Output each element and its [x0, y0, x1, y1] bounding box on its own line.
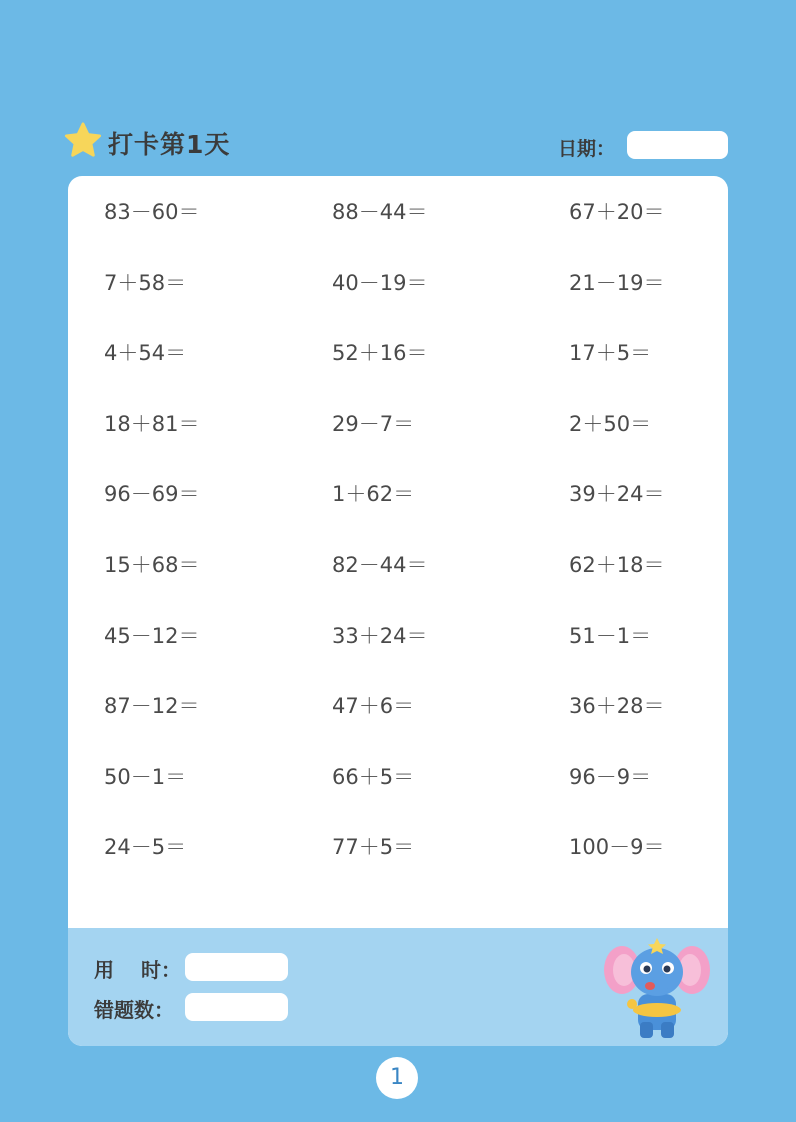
- header: [64, 122, 728, 162]
- math-problem: 29－7＝: [332, 411, 415, 436]
- worksheet-card: [68, 176, 728, 1046]
- math-problem: 21－19＝: [569, 270, 665, 295]
- math-problem: 45－12＝: [104, 623, 200, 648]
- date-input[interactable]: [627, 131, 728, 159]
- math-problem: 47＋6＝: [332, 694, 415, 719]
- math-problem: 87－12＝: [104, 694, 200, 719]
- math-problem: 77＋5＝: [332, 835, 415, 860]
- page-title: 打卡第1天: [108, 130, 231, 159]
- worksheet-footer: [68, 928, 728, 1046]
- math-problem: 52＋16＝: [332, 341, 428, 366]
- math-problem: 83－60＝: [104, 200, 200, 224]
- elephant-mascot-icon: [602, 932, 712, 1042]
- math-problem: 40－19＝: [332, 270, 428, 295]
- errors-input[interactable]: [185, 993, 288, 1021]
- math-problem: 2＋50＝: [569, 411, 652, 436]
- page-number: 1: [376, 1057, 418, 1099]
- math-problem: 50－1＝: [104, 764, 187, 789]
- errors-label: 错题数：: [94, 998, 174, 1022]
- math-problem: 7＋58＝: [104, 270, 187, 295]
- math-problem: 4＋54＝: [104, 341, 187, 366]
- math-problem: 62＋18＝: [569, 553, 665, 577]
- time-input[interactable]: [185, 953, 288, 981]
- math-problem: 82－44＝: [332, 553, 428, 577]
- math-problem: 24－5＝: [104, 835, 187, 860]
- problem-grid: [68, 176, 728, 928]
- math-problem: 39＋24＝: [569, 482, 665, 507]
- date-label: 日期：: [558, 138, 616, 160]
- math-problem: 96－69＝: [104, 482, 200, 507]
- math-problem: 67＋20＝: [569, 200, 665, 224]
- math-problem: 36＋28＝: [569, 694, 665, 719]
- math-problem: 66＋5＝: [332, 764, 415, 789]
- math-problem: 17＋5＝: [569, 341, 652, 366]
- math-problem: 96－9＝: [569, 764, 652, 789]
- math-problem: 18＋81＝: [104, 411, 200, 436]
- math-problem: 33＋24＝: [332, 623, 428, 648]
- math-problem: 88－44＝: [332, 200, 428, 224]
- math-problem: 1＋62＝: [332, 482, 415, 507]
- math-problem: 51－1＝: [569, 623, 652, 648]
- star-icon: [64, 122, 102, 160]
- time-label: 用 时：: [94, 958, 181, 982]
- math-problem: 100－9＝: [569, 835, 665, 860]
- math-problem: 15＋68＝: [104, 553, 200, 577]
